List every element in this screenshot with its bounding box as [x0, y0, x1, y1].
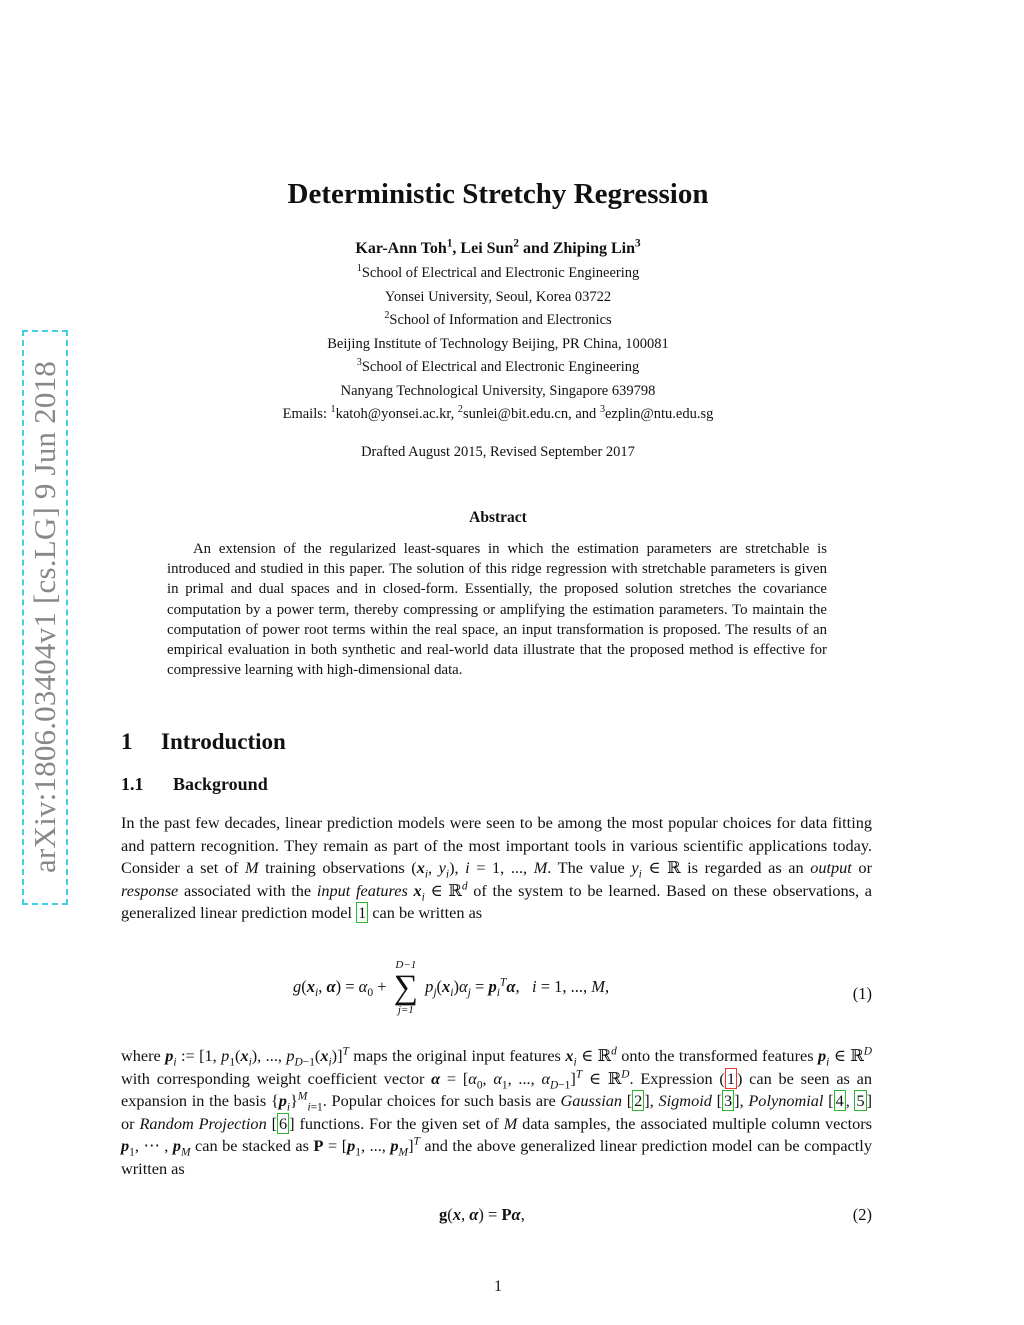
date-line: Drafted August 2015, Revised September 2017: [361, 444, 635, 460]
equation-2-body: g(x, α) = Pα,: [439, 1205, 525, 1224]
abstract-text: An extension of the regularized least-squares in which the estimation parameters are stretchable is introduced and studied in this paper. The solution of this ridge regression with stretchable parameters is given in primal and dual spaces and in closed-form. Essentially, the proposed solution stretches the covariance computation by a power term, thereby compressing or amplifying the estimation parameters. To maintain the computation of power root terms within the real space, an input transformation is proposed. The results of an empirical evaluation in both synthetic and real-world data illustrate that the proposed method is effective for compressive learning with high-dimensional data.: [167, 541, 827, 679]
equation-number: (2): [852, 1205, 872, 1224]
email-link[interactable]: katoh@yonsei.ac.kr: [335, 406, 451, 422]
equation-reference-link[interactable]: 1: [726, 1068, 735, 1088]
email-link[interactable]: sunlei@bit.edu.cn: [462, 406, 569, 422]
citation-link[interactable]: 5: [856, 1091, 865, 1110]
citation-link[interactable]: 3: [724, 1091, 733, 1110]
subsection-heading: 1.1 Background: [121, 774, 268, 794]
email-link[interactable]: ezplin@ntu.edu.sg: [605, 406, 714, 422]
paragraph-background: In the past few decades, linear prediction models were seen to be among the most popular choices for data fitting and pattern recognition. They remain as part of the most important tools in various scientific applications today. Consider a set of M training observations ($x_i$, $y_i$), i = 1, ..., M. The value $y_i$ ∈ ℝ is regarded as an output or response associated with the input features $x_i$ ∈ ℝ$^d$ of the system to be learned. Based on these observations, a generalized linear prediction model 1 can be written as: [121, 813, 872, 922]
paragraph-basis-functions: where $p_i$ := [1, $p_1(x_i)$, ..., $p_{D-1}(x_i)]^T$ maps the original input features $x_i$ ∈ ℝ$^d$ onto the transformed features $p_i$ ∈ ℝ$^D$ with corresponding weight coefficient vector $\alpha = [\alpha_0$, $\alpha_1$, ..., $\alpha_{D-1}]^T$ ∈ ℝ$^D$. Expression ( 1 ) can be seen as an expansion in the basis $\{p_i\}^M_{i=1}$. Popular choices for such basis are Gaussian [ 2 ], Sigmoid [ 3 ], Polynomial [ 4 , 5 ] or Random Projection [ 6 ] functions. For the given set of M data samples, the associated multiple column vectors $p_1$, ⋯ , $p_M$ can be stacked as $P = [p_1$, ..., $p_M]^T$ and the above generalized linear prediction model can be compactly written as: [121, 1045, 873, 1178]
summation-symbol: D−1 ∑ j=1: [393, 959, 418, 1016]
affiliation-2-line-2: Beijing Institute of Technology Beijing, PR China, 100081: [327, 336, 669, 352]
citation-link[interactable]: 1: [358, 903, 367, 922]
citation-link[interactable]: 6: [279, 1113, 288, 1133]
affiliation-3-line-1: $^3$School of Electrical and Electronic Engineering: [356, 357, 640, 375]
author-name: Zhiping Lin: [552, 240, 636, 257]
abstract-heading: Abstract: [469, 509, 527, 526]
section-heading: 1 Introduction: [121, 729, 286, 754]
author-name: Kar-Ann Toh: [355, 240, 447, 257]
equation-1-body: $g(x_i$, $\alpha) = \alpha_0$ + D−1 ∑ j=1 $p_j(x_i)\alpha_j = p_i^T\alpha$, i = 1, ..., M,: [293, 959, 610, 1016]
affiliation-3-line-2: Nanyang Technological University, Singapore 639798: [340, 383, 656, 399]
citation-link[interactable]: 2: [634, 1091, 643, 1110]
equation-1: [121, 960, 872, 1030]
page-number: 1: [494, 1278, 502, 1295]
author-name: Lei Sun: [460, 240, 514, 257]
affiliation-1-line-2: Yonsei University, Seoul, Korea 03722: [384, 289, 612, 305]
affiliation-2-line-1: $^2$School of Information and Electronics: [384, 310, 612, 328]
affiliation-1-line-1: $^1$School of Electrical and Electronic Engineering: [356, 263, 640, 281]
equation-2: [121, 1205, 872, 1229]
citation-link[interactable]: 4: [835, 1091, 844, 1110]
email-line: Emails: $^1$katoh@yonsei.ac.kr, $^2$sunlei@bit.edu.cn, and $^3$ezplin@ntu.edu.sg: [282, 404, 714, 422]
author-line: Kar-Ann Toh$^1$, Lei Sun$^2$ and Zhiping Lin$^3$: [355, 237, 641, 257]
equation-number: (1): [852, 984, 872, 1003]
paper-title: Deterministic Stretchy Regression: [287, 178, 709, 210]
arxiv-identifier: arXiv:1806.03404v1 [cs.LG] 9 Jun 2018: [27, 361, 62, 873]
